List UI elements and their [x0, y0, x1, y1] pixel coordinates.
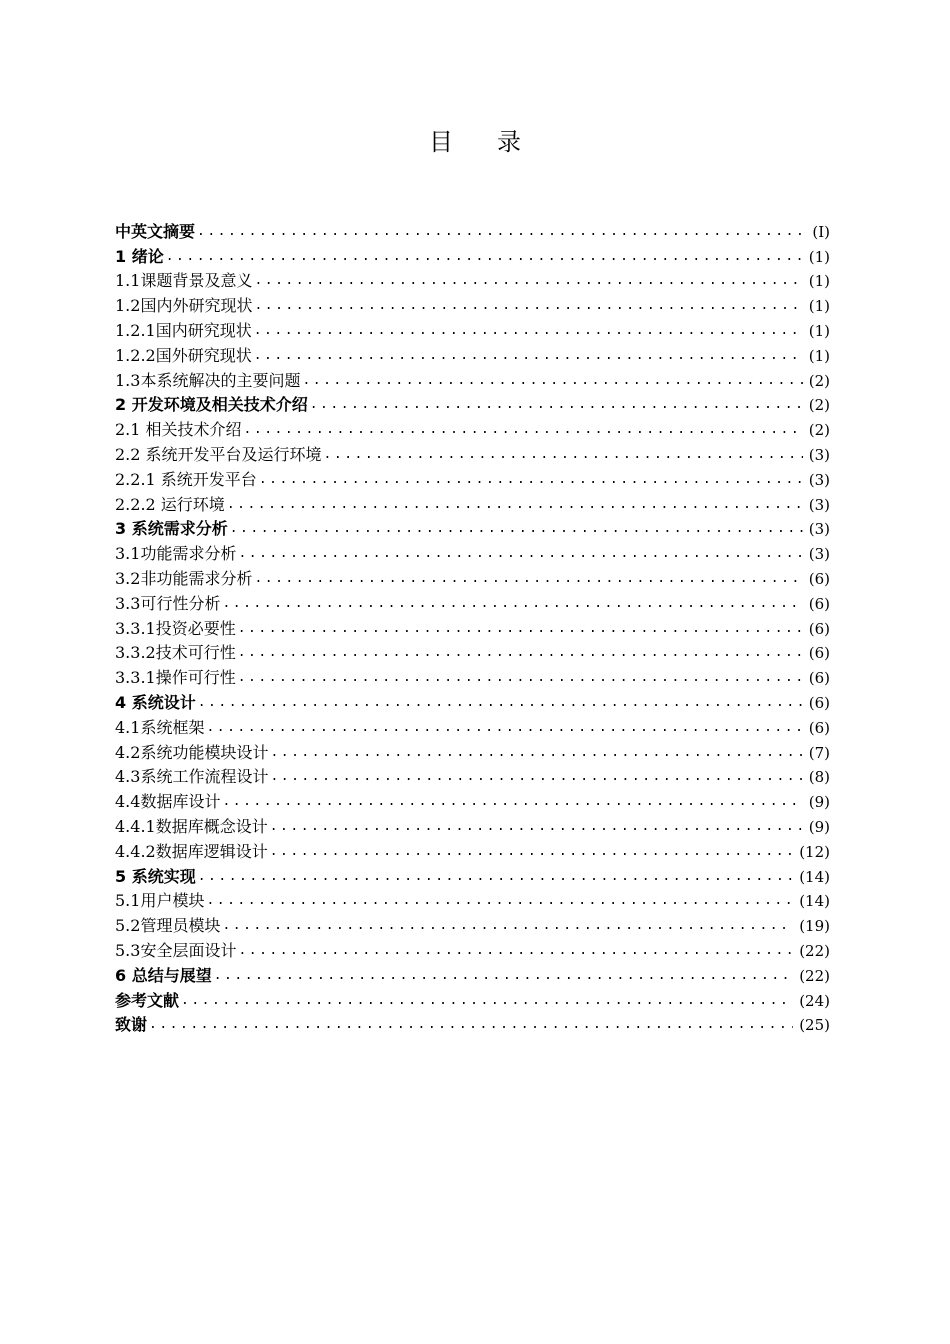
- toc-entry[interactable]: [115, 316, 830, 341]
- toc-leader-dots: [206, 891, 793, 911]
- toc-entry[interactable]: [115, 440, 830, 465]
- toc-entry[interactable]: [115, 366, 830, 391]
- toc-entry-label: 3.3.2技术可行性: [115, 643, 236, 663]
- toc-entry-page-number: (6): [808, 718, 830, 737]
- toc-entry-label: 2.2.1 系统开发平台: [115, 469, 257, 489]
- toc-entry[interactable]: [115, 837, 830, 862]
- toc-entry-label: 1.3本系统解决的主要问题: [115, 370, 301, 390]
- toc-entry-label: 5.1用户模块: [115, 891, 205, 911]
- toc-entry-label: 1 绪论: [115, 246, 164, 266]
- toc-entry-label: 致谢: [115, 1015, 148, 1035]
- toc-entry[interactable]: [115, 341, 830, 366]
- toc-entry[interactable]: [115, 465, 830, 490]
- toc-entry-page-number: (3): [808, 495, 830, 514]
- toc-entry-page-number: (1): [808, 247, 830, 266]
- toc-entry-page-number: (25): [799, 1016, 830, 1035]
- toc-entry-label: 3.2非功能需求分析: [115, 568, 253, 588]
- toc-entry[interactable]: [115, 539, 830, 564]
- toc-entry[interactable]: [115, 589, 830, 614]
- toc-entry-page-number: (3): [808, 445, 830, 464]
- toc-leader-dots: [254, 296, 802, 316]
- toc-entry[interactable]: [115, 936, 830, 961]
- toc-entry-label: 1.2.2国外研究现状: [115, 345, 252, 365]
- toc-entry[interactable]: [115, 688, 830, 713]
- toc-entry-label: 6 总结与展望: [115, 965, 212, 985]
- toc-leader-dots: [244, 420, 803, 440]
- toc-entry-page-number: (14): [799, 867, 830, 886]
- toc-entry[interactable]: [115, 564, 830, 589]
- toc-leader-dots: [254, 569, 802, 589]
- toc-entry-label: 1.2国内外研究现状: [115, 296, 253, 316]
- toc-entry-page-number: (24): [799, 991, 830, 1010]
- toc-entry[interactable]: [115, 614, 830, 639]
- title-char-1: 目: [429, 128, 453, 156]
- toc-leader-dots: [254, 321, 803, 341]
- toc-entry[interactable]: [115, 812, 830, 837]
- toc-entry-page-number: (1): [808, 297, 830, 316]
- toc-leader-dots: [238, 619, 803, 639]
- toc-leader-dots: [206, 718, 802, 738]
- toc-entry-page-number: (1): [808, 346, 830, 365]
- toc-entry[interactable]: [115, 217, 830, 242]
- toc-leader-dots: [238, 544, 802, 564]
- toc-entry-page-number: (8): [808, 768, 830, 787]
- toc-entry-label: 5.2管理员模块: [115, 916, 221, 936]
- toc-leader-dots: [181, 991, 793, 1011]
- toc-leader-dots: [324, 445, 803, 465]
- toc-leader-dots: [270, 743, 802, 763]
- toc-entry-page-number: (6): [808, 693, 830, 712]
- toc-entry-page-number: (1): [808, 272, 830, 291]
- toc-entry-page-number: (19): [799, 917, 830, 936]
- toc-entry[interactable]: [115, 291, 830, 316]
- toc-entry[interactable]: [115, 639, 830, 664]
- toc-leader-dots: [302, 371, 802, 391]
- toc-entry-label: 参考文献: [115, 990, 180, 1010]
- toc-entry[interactable]: [115, 961, 830, 986]
- toc-leader-dots: [270, 767, 802, 787]
- toc-entry-page-number: (22): [799, 966, 830, 985]
- toc-leader-dots: [270, 817, 803, 837]
- toc-leader-dots: [230, 519, 803, 539]
- toc-entry[interactable]: [115, 242, 830, 267]
- toc-entry[interactable]: [115, 986, 830, 1011]
- toc-entry-label: 2 开发环境及相关技术介绍: [115, 395, 308, 415]
- toc-entry[interactable]: [115, 862, 830, 887]
- toc-entry[interactable]: [115, 663, 830, 688]
- toc-entry-page-number: (6): [808, 619, 830, 638]
- toc-entry[interactable]: [115, 415, 830, 440]
- toc-entry-label: 4.2系统功能模块设计: [115, 742, 269, 762]
- toc-leader-dots: [198, 867, 793, 887]
- toc-entry-label: 3.3.1操作可行性: [115, 668, 236, 688]
- toc-entry-label: 1.1课题背景及意义: [115, 271, 253, 291]
- toc-leader-dots: [222, 594, 802, 614]
- toc-entry-label: 3.1功能需求分析: [115, 544, 237, 564]
- toc-leader-dots: [238, 668, 803, 688]
- toc-entry-label: 1.2.1国内研究现状: [115, 320, 252, 340]
- toc-entry-page-number: (2): [808, 371, 830, 390]
- toc-entry-label: 2.1 相关技术介绍: [115, 420, 242, 440]
- toc-entry-page-number: (6): [808, 569, 830, 588]
- toc-leader-dots: [214, 966, 793, 986]
- toc-entry[interactable]: [115, 1011, 830, 1036]
- toc-entry-label: 5 系统实现: [115, 866, 196, 886]
- toc-entry-page-number: (6): [808, 594, 830, 613]
- toc-leader-dots: [227, 495, 803, 515]
- toc-entry[interactable]: [115, 267, 830, 292]
- toc-leader-dots: [254, 271, 802, 291]
- toc-entry-label: 4.4数据库设计: [115, 792, 221, 812]
- toc-entry-page-number: (I): [812, 222, 830, 241]
- toc-entry[interactable]: [115, 911, 830, 936]
- toc-leader-dots: [222, 792, 802, 812]
- toc-entry-label: 4.3系统工作流程设计: [115, 767, 269, 787]
- toc-leader-dots: [254, 346, 803, 366]
- toc-entry-page-number: (9): [808, 817, 830, 836]
- toc-entry-page-number: (6): [808, 669, 830, 688]
- toc-leader-dots: [222, 916, 793, 936]
- page-title: [0, 122, 950, 157]
- toc-entry[interactable]: [115, 490, 830, 515]
- toc-leader-dots: [198, 693, 803, 713]
- toc-entry[interactable]: [115, 763, 830, 788]
- toc-entry-label: 3 系统需求分析: [115, 519, 228, 539]
- toc-entry[interactable]: [115, 887, 830, 912]
- toc-entry-page-number: (14): [799, 892, 830, 911]
- toc-entry-page-number: (12): [799, 842, 830, 861]
- toc-entry-page-number: (6): [808, 644, 830, 663]
- toc-entry-label: 4.4.1数据库概念设计: [115, 816, 268, 836]
- toc-entry-page-number: (1): [808, 321, 830, 340]
- toc-entry-page-number: (3): [808, 545, 830, 564]
- toc-entry[interactable]: [115, 713, 830, 738]
- toc-entry-page-number: (3): [808, 520, 830, 539]
- title-char-2: 录: [497, 128, 521, 156]
- toc-leader-dots: [270, 842, 793, 862]
- toc-leader-dots: [238, 643, 803, 663]
- table-of-contents: [115, 217, 830, 1035]
- toc-entry-label: 2.2 系统开发平台及运行环境: [115, 444, 322, 464]
- toc-entry[interactable]: [115, 515, 830, 540]
- toc-leader-dots: [259, 470, 803, 490]
- toc-leader-dots: [238, 941, 793, 961]
- toc-entry-label: 5.3安全层面设计: [115, 940, 237, 960]
- toc-entry-label: 中英文摘要: [115, 221, 196, 241]
- toc-entry-label: 4.1系统框架: [115, 717, 205, 737]
- toc-entry-label: 4.4.2数据库逻辑设计: [115, 841, 268, 861]
- toc-entry-label: 3.3可行性分析: [115, 593, 221, 613]
- toc-entry-page-number: (2): [808, 396, 830, 415]
- toc-leader-dots: [166, 247, 803, 267]
- toc-entry[interactable]: [115, 738, 830, 763]
- toc-entry-label: 2.2.2 运行环境: [115, 494, 225, 514]
- toc-entry[interactable]: [115, 391, 830, 416]
- toc-entry-page-number: (7): [808, 743, 830, 762]
- toc-leader-dots: [197, 222, 806, 242]
- toc-entry-page-number: (22): [799, 941, 830, 960]
- toc-leader-dots: [310, 395, 803, 415]
- toc-entry-page-number: (2): [808, 421, 830, 440]
- toc-entry-label: 3.3.1投资必要性: [115, 618, 236, 638]
- toc-entry-page-number: (3): [808, 470, 830, 489]
- toc-leader-dots: [149, 1015, 793, 1035]
- toc-entry[interactable]: [115, 787, 830, 812]
- toc-entry-label: 4 系统设计: [115, 692, 196, 712]
- toc-entry-page-number: (9): [808, 793, 830, 812]
